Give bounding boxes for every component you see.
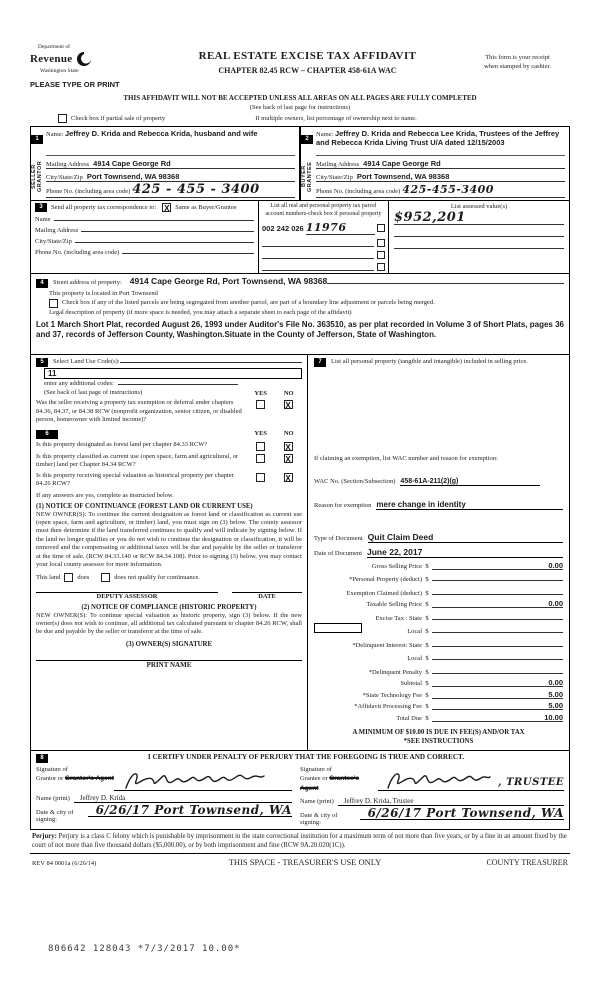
legal-description-value[interactable]: Lot 1 March Short Plat, recorded August 26, 1993 under Auditor's File No. 363510, as per plat recorded in Volume 3 of Short Plats, pages 36 and 37, records of Jefferson County, Washington.Situate in the County of Jefferson, State of Washington. (36, 320, 564, 339)
land-use-column (31, 355, 307, 750)
grantee-date-label: Date & city of signing: (300, 811, 338, 826)
send-correspondence-label: Send all property tax correspondence to: (51, 204, 157, 211)
notice-continuance-title: (1) NOTICE OF CONTINUANCE (FOREST LAND OR CURRENT USE) (36, 502, 253, 510)
perjury-bold: Perjury: (32, 832, 57, 840)
fees-column (307, 355, 569, 750)
fee-excise-state-value[interactable] (432, 611, 563, 620)
if-yes-note: If any answers are yes, complete as instructed below. (36, 491, 174, 499)
corr-mailing-label: Mailing Address (35, 227, 79, 234)
fee-processing-value[interactable]: 5.00 (432, 701, 563, 710)
grantor-name-print-value[interactable]: Jeffrey D. Krida (74, 794, 292, 803)
dor-swirl-icon (74, 50, 94, 68)
same-as-buyer-label: Same as Buyer/Grantee (175, 204, 237, 211)
grantee-mailing-value[interactable]: 4914 Cape George Rd (363, 159, 441, 168)
section-1-number: 1 (31, 135, 43, 144)
grantor-date-label: Date & city of signing: (36, 808, 74, 823)
section-6-number: 6 (36, 430, 58, 439)
grantee-city-value[interactable]: Port Townsend, WA 98368 (356, 172, 450, 181)
certification-statement: I CERTIFY UNDER PENALTY OF PERJURY THAT THE FOREGOING IS TRUE AND CORRECT. (147, 752, 465, 761)
corr-name-field[interactable] (54, 220, 254, 221)
dor-logo-name: Revenue (30, 53, 73, 65)
fee-personal-value[interactable] (432, 572, 563, 581)
section-4-number: 4 (36, 279, 48, 288)
fee-exemption-value[interactable] (432, 586, 563, 595)
additional-codes-field[interactable] (118, 384, 238, 385)
thisland-doesnot-checkbox[interactable] (101, 573, 110, 582)
dollar-sign: $ (425, 589, 429, 597)
thisland-does-label: does (77, 573, 90, 581)
notice-continuance-body: NEW OWNER(S): To continue the current designation as forest land or classification as current use (open space, farm and agriculture, or timber) land, you must sign on (3) below. The county assessor must then determine if the land transferred continues to qualify and will indicate by signing below. If the land no longer qualifies or you do not wish to continue the designation or classification, it will be removed and the compensating or additional taxes will be due and payable by the seller or transferor at the time of sale. (RCW 84.33.140 or RCW 84.34.108). Prior to signing (3) below, you may contact your local county assessor for more information. (36, 510, 302, 569)
fee-excise-state-label: Excise Tax : State (375, 614, 422, 622)
section-3-number: 3 (35, 203, 47, 212)
fee-personal-label: *Personal Property (deduct) (349, 576, 422, 583)
fee-delinq-int-state-label: *Delinquent Interest: State (352, 641, 422, 649)
land-use-label: Select Land Use Code(s): (53, 358, 120, 365)
minimum-fee-note: A MINIMUM OF $10.00 IS DUE IN FEE(S) AND/OR TAX (352, 728, 525, 736)
dollar-sign: $ (425, 614, 429, 622)
fee-subtotal-label: Subtotal (400, 680, 422, 687)
grantor-agent-struck: Grantor's Agent (64, 775, 114, 783)
exemption-reason-value[interactable]: mere change in identity (376, 500, 563, 510)
assessed-values-header: List assessed value(s) (450, 203, 508, 210)
street-address-value[interactable]: 4914 Cape George Rd, Port Townsend, WA 98368 (129, 276, 328, 286)
assessed-field-3[interactable] (394, 237, 564, 249)
current-use-question: Is this property classified as current use (open space, farm and agricultural, or timber) land per Chapter 84.34 RCW? (36, 452, 239, 469)
grantee-name-print-label: Name (print) (300, 797, 334, 805)
document-type-value[interactable]: Quit Claim Deed (368, 532, 563, 543)
fee-total-value[interactable]: 10.00 (432, 713, 563, 722)
legal-description-note: Legal description of property (if more space is needed, you may attach a separate sheet to each page of the affidavit) (49, 309, 352, 316)
dollar-sign: $ (425, 655, 429, 662)
fee-subtotal-value[interactable]: 0.00 (432, 678, 563, 687)
fee-taxable-value[interactable]: 0.00 (432, 599, 563, 608)
wac-number-label: WAC No. (Section/Subsection) (314, 478, 396, 485)
grantee-name-value[interactable]: Jeffrey D. Krida and Rebecca Lee Krida, Trustees of the Jeffrey and Rebecca Krida Living Trust U/A dated 12/15/2003 (316, 129, 560, 147)
parcel-personal-checkbox-4[interactable] (377, 263, 385, 271)
assessor-date-line[interactable]: DATE (232, 592, 302, 600)
parcel-number-printed: 002 242 026 (262, 223, 304, 233)
land-use-code-box[interactable] (44, 368, 302, 379)
grantor-sig-label2: Grantor or (36, 775, 64, 783)
section-8-number: 8 (36, 754, 48, 763)
grantor-date-value[interactable]: 6/26/17 Port Townsend, WA (88, 806, 292, 817)
historical-property-question: Is this property receiving special valuation as historical property per chapter 84.26 RCW? (36, 471, 234, 488)
document-type-label: Type of Document (314, 535, 363, 542)
grantee-section (300, 126, 570, 201)
grantee-sig-label1: Signature of (300, 765, 332, 773)
correspondence-section (30, 201, 570, 274)
grantee-phone-value[interactable]: 425-455-3400 (402, 183, 494, 196)
location-code-box[interactable] (314, 623, 362, 633)
land-use-code-value: 11 (48, 369, 57, 378)
see-back-instructions-note: (See back of last page of instructions) (44, 389, 143, 396)
fee-tech-label: *State Technology Fee (362, 691, 422, 699)
grantor-phone-value[interactable]: 425 - 455 - 3400 (132, 182, 260, 197)
grantor-name-value[interactable]: Jeffrey D. Krida and Rebecca Krida, husband and wife (64, 129, 258, 138)
grantee-mailing-label: Mailing Address (316, 161, 360, 168)
county-treasurer-label: COUNTY TREASURER (486, 858, 568, 868)
dor-logo (30, 44, 150, 89)
grantor-signature-field[interactable] (114, 763, 292, 791)
current-use-no-checkbox[interactable]: X (285, 454, 291, 464)
deputy-assessor-line[interactable]: DEPUTY ASSESSOR (36, 592, 218, 600)
print-name-label: PRINT NAME (146, 660, 192, 669)
seller-grantor-side-label: SELLER GRANTOR (31, 160, 43, 193)
personal-property-blank-area[interactable] (314, 367, 563, 455)
additional-codes-label: enter any additional codes: (44, 380, 114, 387)
segregated-checkbox[interactable] (49, 299, 58, 308)
grantee-signature-ink (382, 768, 492, 794)
yes-header-1: YES (254, 390, 268, 397)
dollar-sign: $ (425, 668, 429, 676)
dor-logo-state: Washington State (40, 68, 79, 74)
grantee-phone-label: Phone No. (including area code) (316, 188, 401, 195)
parcel-numbers-header: List all real and personal property tax parcel account numbers-check box if personal property (265, 203, 382, 217)
fee-tech-value[interactable]: 5.00 (432, 690, 563, 699)
dollar-sign: $ (425, 562, 429, 570)
grantor-name-label: Name: (46, 131, 64, 138)
fee-gross-label: Gross Selling Price (371, 562, 422, 570)
parcel-personal-checkbox-2[interactable] (377, 239, 385, 247)
rev-number: REV 84 0001a (6/26/14) (32, 860, 97, 868)
parcel-personal-checkbox-3[interactable] (377, 251, 385, 259)
grantee-agent-struck: Grantee's Agent (300, 775, 359, 793)
wac-number-value[interactable]: 458-61A-211(2)(g) (400, 478, 540, 486)
grantee-city-label: City/State/Zip (316, 174, 353, 181)
fee-delinq-penalty-value[interactable] (432, 665, 563, 674)
multiple-owners-note: If multiple owners, list percentage of ownership next to name. (255, 115, 417, 122)
cashier-stamp: 806642 128043 *7/3/2017 10.00* (48, 944, 241, 954)
no-header-2: NO (283, 429, 294, 437)
grantor-phone-label: Phone No. (including area code) (46, 188, 131, 195)
dor-logo-dept: Department of (38, 44, 70, 50)
dollar-sign: $ (425, 680, 429, 687)
fee-taxable-label: Taxable Selling Price (366, 601, 422, 608)
property-located-note: This property is located in Port Townsend (49, 290, 158, 297)
form-chapter: CHAPTER 82.45 RCW – CHAPTER 458-61A WAC (218, 66, 397, 75)
grantor-city-value[interactable]: Port Townsend, WA 98368 (86, 172, 180, 181)
section-5-number: 5 (36, 358, 48, 367)
seller-exemption-yes-checkbox[interactable] (256, 400, 265, 409)
fee-delinq-penalty-label: *Delinquent Penalty (368, 668, 422, 676)
document-date-label: Date of Document (314, 550, 363, 557)
assessed-value-handwritten[interactable]: $952,201 (394, 212, 564, 225)
fee-delinq-int-local-label: Local (407, 655, 422, 662)
grantee-signature-field[interactable] (378, 763, 564, 791)
current-use-yes-checkbox[interactable] (256, 454, 265, 463)
fee-processing-label: *Affidavit Processing Fee (354, 703, 422, 710)
same-as-buyer-checkbox[interactable]: X (164, 204, 170, 213)
grantor-signature-ink (118, 768, 268, 794)
seller-exemption-no-checkbox[interactable]: X (285, 401, 291, 411)
property-section (30, 274, 570, 355)
perjury-notice (30, 830, 570, 854)
grantee-signature-block (300, 763, 564, 826)
fee-gross-value[interactable]: 0.00 (432, 561, 563, 570)
personal-property-label: List all personal property (tangible and intangible) included in selling price. (331, 358, 528, 365)
notice-compliance-title: (2) NOTICE OF COMPLIANCE (HISTORIC PROPERTY) (81, 603, 257, 611)
receipt-note-line2: when stamped by cashier. (484, 62, 551, 70)
grantor-mailing-label: Mailing Address (46, 161, 90, 168)
form-footer (30, 854, 570, 870)
owners-signature-label: (3) OWNER(S) SIGNATURE (126, 640, 212, 648)
partial-sale-label: Check box if partial sale of property (71, 115, 166, 122)
grantor-mailing-value[interactable]: 4914 Cape George Rd (93, 159, 171, 168)
dollar-sign: $ (425, 641, 429, 649)
thisland-does-checkbox[interactable] (64, 573, 73, 582)
grantor-signature-block (36, 763, 300, 826)
parcel-personal-checkbox-1[interactable] (377, 224, 385, 232)
corr-phone-label: Phone No. (including area code) (35, 249, 120, 256)
see-back-note: (See back of last page for instructions) (249, 104, 351, 111)
thisland-label: This land (36, 573, 61, 581)
street-address-label: Street address of property: (53, 279, 122, 286)
corr-phone-field[interactable] (122, 253, 254, 254)
grantor-sig-label1: Signature of (36, 765, 68, 773)
corr-city-label: City/State/Zip (35, 238, 72, 245)
receipt-note-line1: This form is your receipt (485, 54, 550, 61)
dollar-sign: $ (425, 628, 429, 635)
form-title: REAL ESTATE EXCISE TAX AFFIDAVIT (198, 50, 417, 62)
section-2-number: 2 (301, 135, 313, 144)
dollar-sign: $ (425, 576, 429, 583)
document-date-value[interactable]: June 22, 2017 (367, 547, 563, 558)
please-type-label: PLEASE TYPE OR PRINT (30, 80, 120, 89)
corr-city-field[interactable] (75, 242, 254, 243)
see-instructions-note: *SEE INSTRUCTIONS (403, 738, 474, 746)
dollar-sign: $ (425, 703, 429, 710)
dollar-sign: $ (425, 601, 429, 608)
partial-sale-checkbox[interactable] (58, 114, 67, 123)
section-7-number: 7 (314, 358, 326, 367)
seller-exemption-question: Was the seller receiving a property tax exemption or deferral under chapters 84.36, 84.37, or 84.38 RCW (nonprofit organization, senior citizen, or disabled person, homeowner with limited income)? (36, 399, 242, 424)
forest-land-yes-checkbox[interactable] (256, 442, 265, 451)
parcel-field-2[interactable] (262, 238, 374, 247)
notice-compliance-body: NEW OWNER(S): To continue special valuation as historic property, sign (3) below. If the new owner(s) does not wish to continue, all additional tax calculated pursuant to chapter 84.26 RCW, shall be due and payable by the seller or transferor at the time of sale. (36, 611, 302, 636)
exemption-reason-label: Reason for exemption (314, 502, 372, 509)
grantee-name-label: Name: (316, 131, 334, 138)
forest-land-question: Is this property designated as forest land per chapter 84.33 RCW? (36, 440, 208, 448)
no-header-1: NO (283, 390, 294, 397)
fee-excise-local-label: Local (407, 628, 422, 635)
dollar-sign: $ (425, 714, 429, 722)
dollar-sign: $ (425, 691, 429, 699)
fee-exemption-label: Exemption Claimed (deduct) (346, 589, 422, 597)
grantee-sig-label2: Grantee or (300, 775, 328, 783)
parcel-field-4[interactable] (262, 262, 374, 271)
parcel-number-handwritten[interactable]: 11976 (306, 221, 375, 235)
historical-yes-checkbox[interactable] (256, 473, 265, 482)
historical-no-checkbox[interactable]: X (285, 473, 291, 483)
fee-delinq-int-state-value[interactable] (432, 638, 563, 647)
exemption-claim-label: If claiming an exemption, list WAC number and reason for exemption: (314, 455, 498, 462)
treasurer-space-label: THIS SPACE - TREASURER'S USE ONLY (228, 857, 382, 868)
buyer-grantee-side-label: BUYER GRANTEE (301, 161, 313, 192)
assessed-field-2[interactable] (394, 225, 564, 237)
fee-excise-local-value[interactable] (432, 624, 563, 633)
yes-header-2: YES (254, 429, 268, 437)
grantor-name-print-label: Name (print) (36, 794, 70, 802)
parcel-field-3[interactable] (262, 250, 374, 259)
grantor-city-label: City/State/Zip (46, 174, 83, 181)
receipt-note (465, 54, 570, 89)
segregated-label: Check box if any of the listed parcels are being segregated from another parcel, are part of a boundary line adjustment or parcels being merged. (62, 299, 435, 306)
grantee-date-value[interactable]: 6/26/17 Port Townsend, WA (360, 809, 564, 820)
thisland-doesnot-label: does not qualify for continuance. (114, 573, 201, 581)
fee-delinq-int-local-value[interactable] (432, 651, 563, 660)
corr-mailing-field[interactable] (81, 231, 254, 232)
grantee-trustee-note: , TRUSTEE (498, 776, 564, 788)
grantee-name-print-value[interactable]: Jeffrey D. Krida, Trustee (338, 797, 564, 806)
fee-total-label: Total Due (396, 714, 422, 722)
certification-section (30, 751, 570, 830)
form-header (30, 44, 570, 89)
forest-land-no-checkbox[interactable]: X (285, 442, 291, 452)
perjury-text: Perjury is a class C felony which is punishable by imprisonment in the state correctional institution for a maximum term of not more than five years, or by a fine in an amount fixed by the court of not more than five thousand dollars ($5,000.00), or by both imprisonment and fine (RCW 9A.20.020(1C)). (32, 832, 567, 849)
grantor-section (30, 126, 300, 201)
acceptance-notice: THIS AFFIDAVIT WILL NOT BE ACCEPTED UNLESS ALL AREAS ON ALL PAGES ARE FULLY COMPLETED (123, 94, 477, 102)
corr-name-label: Name (35, 216, 51, 223)
